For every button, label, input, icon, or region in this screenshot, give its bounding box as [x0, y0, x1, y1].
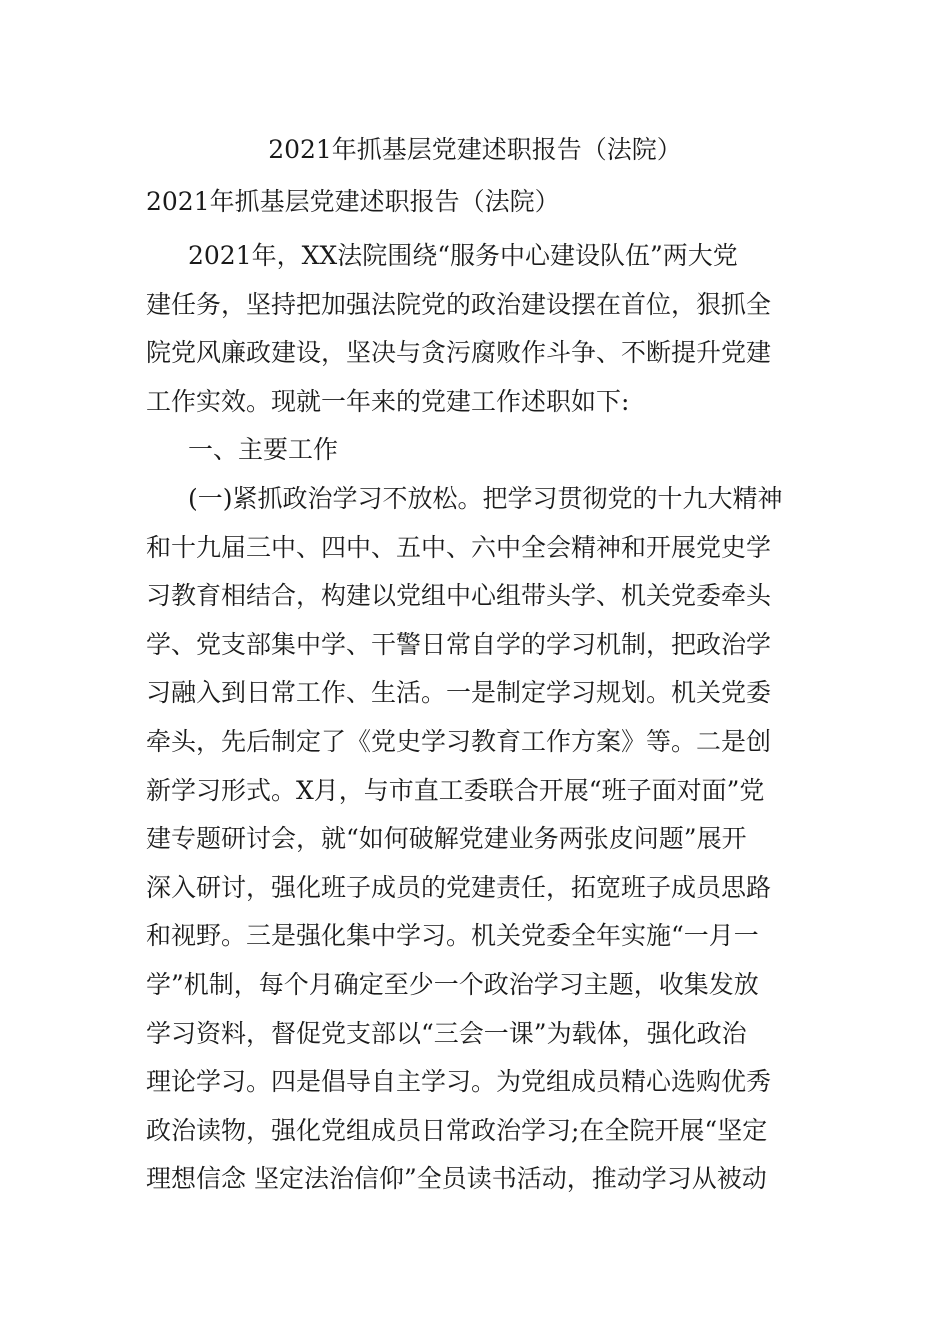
text-line: 理想信念 坚定法治信仰”全员读书活动，推动学习从被动	[146, 1164, 767, 1194]
text-line: 建专题研讨会，就“如何破解党建业务两张皮问题”展开	[146, 824, 747, 854]
text-line: 政治读物，强化党组成员日常政治学习;在全院开展“坚定	[146, 1115, 768, 1145]
text-line: 理论学习。四是倡导自主学习。为党组成员精心选购优秀	[146, 1067, 772, 1097]
text-line: 习教育相结合，构建以党组中心组带头学、机关党委牵头	[146, 581, 772, 611]
text-line: 工作实效。现就一年来的党建工作述职如下:	[146, 386, 630, 416]
section-heading: 一、主要工作	[188, 435, 339, 465]
text-line: 和视野。三是强化集中学习。机关党委全年实施“一月一	[146, 921, 759, 951]
text-line: 院党风廉政建设，坚决与贪污腐败作斗争、不断提升党建	[146, 338, 772, 368]
text-line: 学、党支部集中学、干警日常自学的学习机制，把政治学	[146, 629, 772, 659]
text-line: 习融入到日常工作、生活。一是制定学习规划。机关党委	[146, 678, 772, 708]
document-body	[146, 232, 806, 1204]
text-line: 深入研讨，强化班子成员的党建责任，拓宽班子成员思路	[146, 872, 772, 902]
document-title: 2021年抓基层党建述职报告（法院）	[268, 135, 682, 164]
document-subtitle: 2021年抓基层党建述职报告（法院）	[146, 187, 560, 216]
text-line: (一)紧抓政治学习不放松。把学习贯彻党的十九大精神	[188, 483, 783, 513]
text-line: 新学习形式。X月，与市直工委联合开展“班子面对面”党	[146, 775, 765, 805]
text-line: 牵头，先后制定了《党史学习教育工作方案》等。二是创	[146, 726, 772, 756]
text-line: 建任务，坚持把加强法院党的政治建设摆在首位，狠抓全	[146, 289, 772, 319]
text-line: 2021年，XX法院围绕“服务中心建设队伍”两大党	[188, 241, 738, 270]
text-line: 学”机制，每个月确定至少一个政治学习主题，收集发放	[146, 969, 759, 999]
text-line: 和十九届三中、四中、五中、六中全会精神和开展党史学	[146, 532, 772, 562]
text-line: 学习资料，督促党支部以“三会一课”为载体，强化政治	[146, 1018, 747, 1048]
